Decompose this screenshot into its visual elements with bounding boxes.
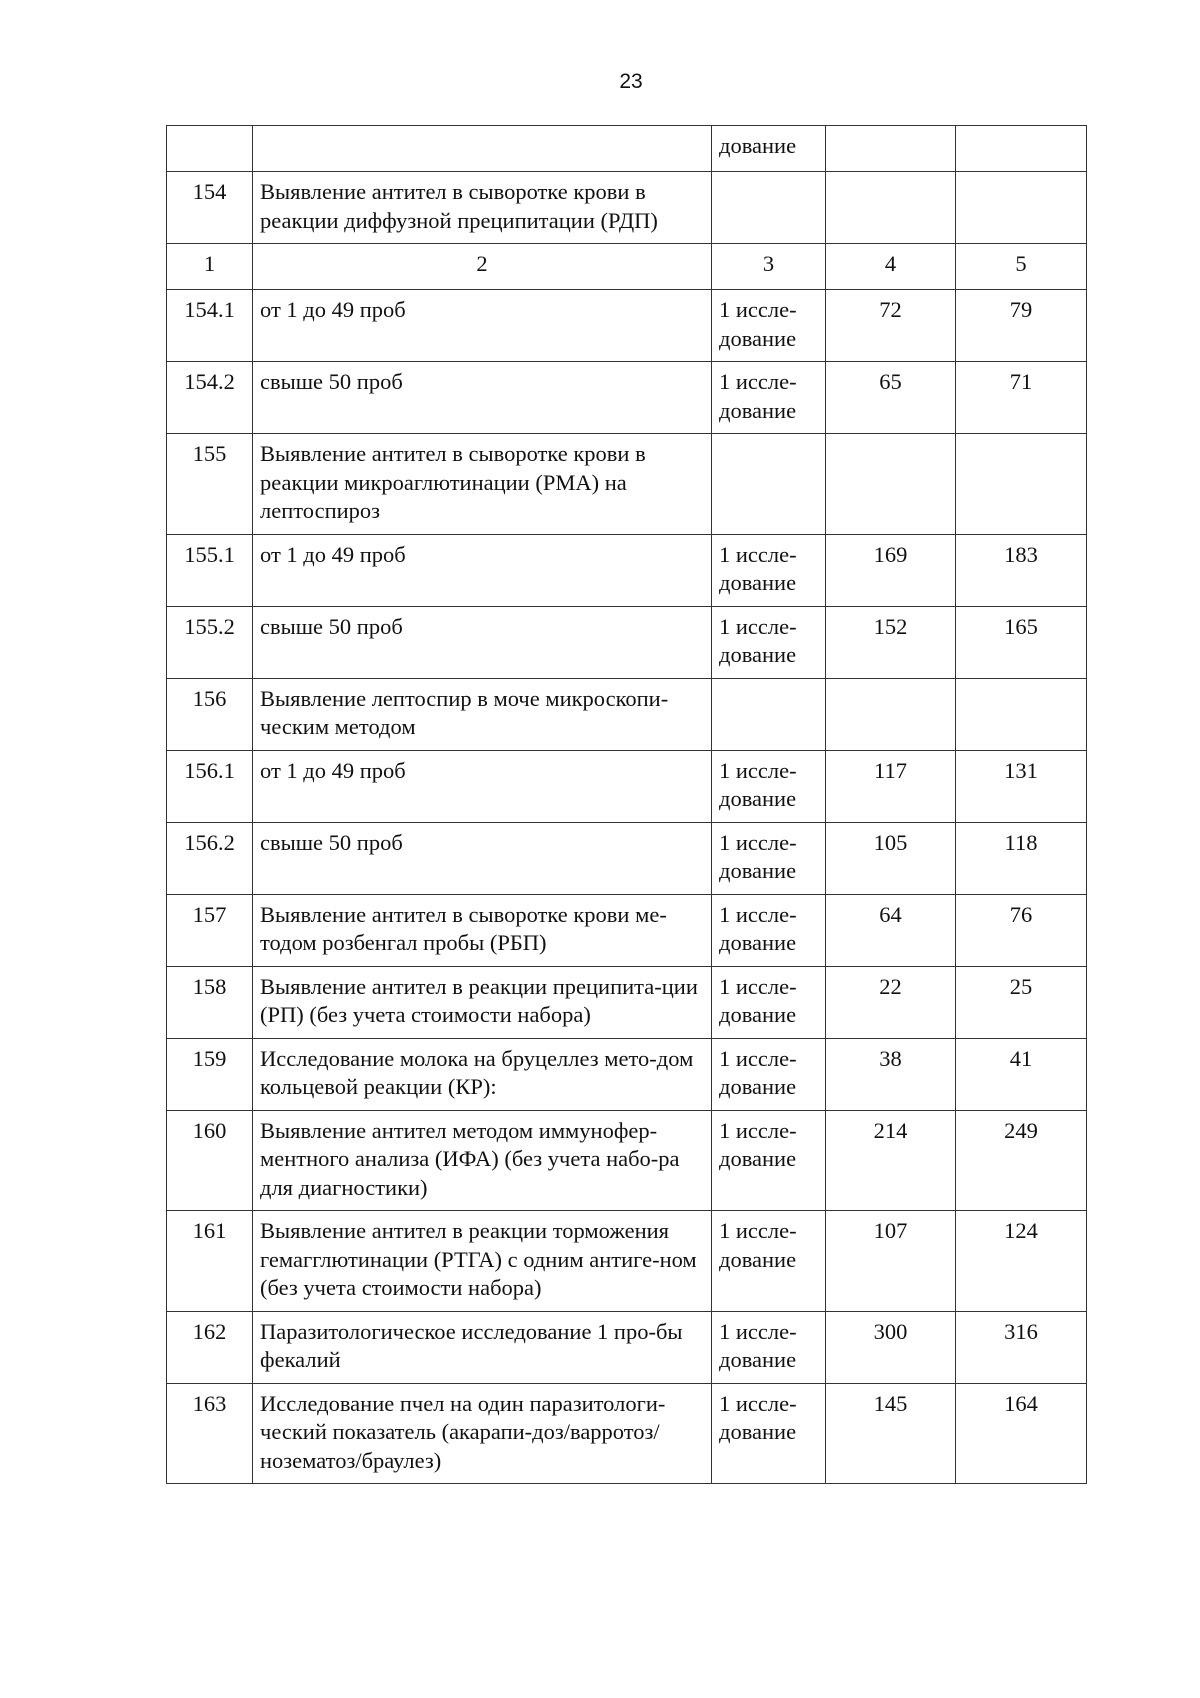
cell-price: 22 [826,966,956,1038]
table-row [167,290,1087,362]
cell-price: 105 [826,822,956,894]
cell-price-vat: 131 [956,750,1087,822]
cell-description: свыше 50 проб [253,362,712,434]
cell-price-vat [956,172,1087,244]
table-row [167,534,1087,606]
cell-unit: 1 иссле-дование [712,534,826,606]
cell-price-vat: 79 [956,290,1087,362]
cell-price-vat: 165 [956,606,1087,678]
cell-unit: 1 иссле-дование [712,1311,826,1383]
cell-price-vat: 124 [956,1211,1087,1312]
cell-price [826,126,956,172]
cell-price-vat: 118 [956,822,1087,894]
cell-description: Выявление антител в сыворотке крови ме-тодом розбенгал пробы (РБП) [253,894,712,966]
table-row [167,678,1087,750]
cell-number: 156.1 [167,750,253,822]
cell-number: 159 [167,1038,253,1110]
cell-unit: дование [712,126,826,172]
cell-number: 157 [167,894,253,966]
price-table [166,125,1087,1484]
cell-price: 38 [826,1038,956,1110]
cell-price-vat: 76 [956,894,1087,966]
cell-number: 158 [167,966,253,1038]
column-number-cell: 4 [826,244,956,290]
cell-unit: 1 иссле-дование [712,750,826,822]
table-row [167,1038,1087,1110]
cell-price-vat: 71 [956,362,1087,434]
cell-price [826,172,956,244]
cell-unit: 1 иссле-дование [712,894,826,966]
cell-price: 117 [826,750,956,822]
table-row [167,750,1087,822]
cell-unit [712,678,826,750]
cell-unit [712,172,826,244]
table-row [167,1110,1087,1211]
cell-price: 65 [826,362,956,434]
cell-description [253,126,712,172]
table-row [167,434,1087,535]
cell-unit: 1 иссле-дование [712,1383,826,1484]
cell-price [826,678,956,750]
cell-price-vat: 25 [956,966,1087,1038]
cell-number: 154.2 [167,362,253,434]
table-row [167,894,1087,966]
cell-description: Выявление антител в реакции торможения гемагглютинации (РТГА) с одним антиге-ном (без учета стоимости набора) [253,1211,712,1312]
cell-price-vat [956,434,1087,535]
cell-price-vat: 249 [956,1110,1087,1211]
cell-description: свыше 50 проб [253,606,712,678]
cell-price: 300 [826,1311,956,1383]
cell-unit: 1 иссле-дование [712,362,826,434]
cell-price: 145 [826,1383,956,1484]
cell-number: 155 [167,434,253,535]
cell-description: Исследование пчел на один паразитологи-ческий показатель (акарапи-доз/варротоз/нозематоз/браулез) [253,1383,712,1484]
cell-price: 107 [826,1211,956,1312]
cell-description: свыше 50 проб [253,822,712,894]
cell-price-vat: 164 [956,1383,1087,1484]
table-row [167,1383,1087,1484]
cell-description: Выявление антител в сыворотке крови в реакции микроаглютинации (РМА) на лептоспироз [253,434,712,535]
column-number-cell: 3 [712,244,826,290]
cell-price-vat [956,126,1087,172]
column-number-cell: 1 [167,244,253,290]
cell-description: Выявление антител методом иммунофер-ментного анализа (ИФА) (без учета набо-ра для диагностики) [253,1110,712,1211]
cell-unit: 1 иссле-дование [712,290,826,362]
table-row [167,1211,1087,1312]
cell-number [167,126,253,172]
cell-number: 161 [167,1211,253,1312]
cell-description: от 1 до 49 проб [253,290,712,362]
cell-price: 214 [826,1110,956,1211]
cell-number: 162 [167,1311,253,1383]
cell-number: 154.1 [167,290,253,362]
cell-price-vat: 316 [956,1311,1087,1383]
cell-price [826,434,956,535]
cell-unit: 1 иссле-дование [712,822,826,894]
table-row [167,606,1087,678]
cell-description: Выявление антител в сыворотке крови в реакции диффузной преципитации (РДП) [253,172,712,244]
cell-price: 152 [826,606,956,678]
column-number-cell: 5 [956,244,1087,290]
cell-description: Паразитологическое исследование 1 про-бы фекалий [253,1311,712,1383]
table-row [167,966,1087,1038]
cell-description: Исследование молока на бруцеллез мето-дом кольцевой реакции (КР): [253,1038,712,1110]
cell-number: 155.1 [167,534,253,606]
cell-number: 163 [167,1383,253,1484]
cell-description: от 1 до 49 проб [253,534,712,606]
cell-unit: 1 иссле-дование [712,1110,826,1211]
table-row [167,822,1087,894]
cell-unit: 1 иссле-дование [712,1211,826,1312]
cell-unit [712,434,826,535]
table-row [167,1311,1087,1383]
table-row [167,172,1087,244]
table-row-continued [167,126,1087,172]
cell-price-vat [956,678,1087,750]
cell-description: Выявление лептоспир в моче микроскопи-ческим методом [253,678,712,750]
table-row [167,362,1087,434]
cell-unit: 1 иссле-дование [712,966,826,1038]
column-number-cell: 2 [253,244,712,290]
cell-price: 72 [826,290,956,362]
cell-price: 64 [826,894,956,966]
column-number-row [167,244,1087,290]
cell-number: 154 [167,172,253,244]
page-number: 23 [619,70,643,93]
cell-price-vat: 41 [956,1038,1087,1110]
cell-number: 155.2 [167,606,253,678]
cell-description: Выявление антител в реакции преципита-ции (РП) (без учета стоимости набора) [253,966,712,1038]
cell-number: 156.2 [167,822,253,894]
cell-price: 169 [826,534,956,606]
cell-number: 160 [167,1110,253,1211]
cell-unit: 1 иссле-дование [712,606,826,678]
cell-unit: 1 иссле-дование [712,1038,826,1110]
cell-number: 156 [167,678,253,750]
cell-price-vat: 183 [956,534,1087,606]
cell-description: от 1 до 49 проб [253,750,712,822]
